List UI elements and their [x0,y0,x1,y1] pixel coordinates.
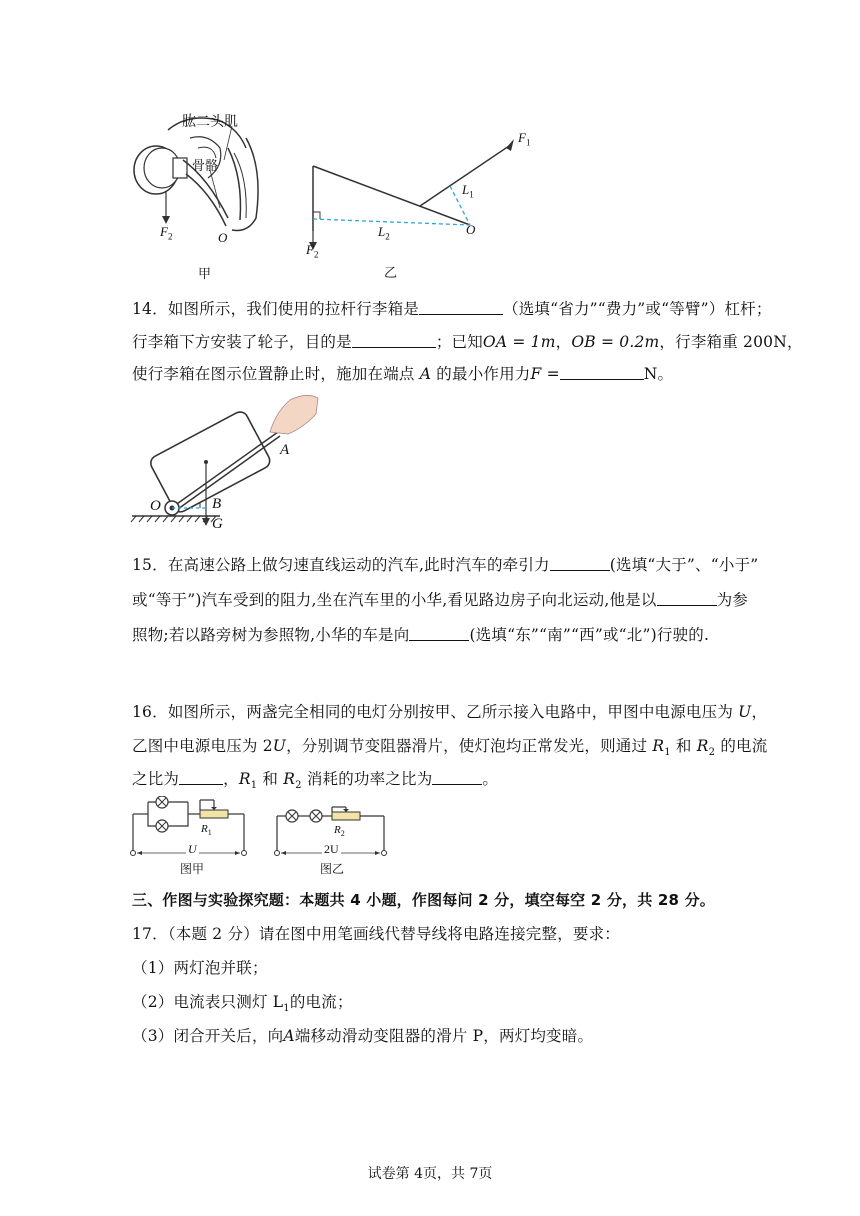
q14-line-3: 使行李箱在图示位置静止时，施加在端点 A 的最小作用力F = N。 [132,365,674,383]
point-b-label: B [212,496,222,512]
q16-line-1: 16．如图所示，两盏完全相同的电灯分别按甲、乙所示接入电路中，甲图中电源电压为 U， [132,703,768,721]
q14-blank-3[interactable] [560,365,644,380]
pivot-o-label: O [218,230,228,245]
l1-label: $L_1$ [462,182,474,200]
q17-item-3: （3）闭合开关后，向A端移动滑动变阻器的滑片 P，两灯均变暗。 [132,1027,594,1045]
q15-blank-1[interactable] [550,556,610,571]
q15-blank-3[interactable] [409,626,469,641]
circuit-a-r1-label: $R_1$ [201,823,212,838]
force-f2-label: $F_2$ [160,224,173,242]
f1-label: $F_1$ [518,130,531,148]
circuit-a-voltage: U [188,842,197,856]
point-g-label: G [212,516,223,532]
lever-figure [300,126,550,281]
q17-heading: 17．（本题 2 分）请在图中用笔画线代替导线将电路连接完整，要求： [132,925,620,943]
q17-item-1: （1）两灯泡并联； [132,959,268,977]
q15-blank-2[interactable] [657,591,717,606]
page-footer: 试卷第 4页，共 7页 [367,1166,493,1182]
circuit-b-voltage: 2U [324,842,339,856]
muscle-figure [128,108,298,282]
q17-item-2: （2）电流表只测灯 $L_1$的电流； [132,993,353,1015]
q16-blank-1[interactable] [179,770,223,785]
circuit-b-caption: 图乙 [320,862,345,876]
q14-line-1: 14．如图所示，我们使用的拉杆行李箱是 （选填“省力”“费力”或“等臂”）杠杆； [132,300,772,318]
caption-yi: 乙 [384,266,398,281]
q16-line-2: 乙图中电源电压为 2U，分别调节变阻器滑片，使灯泡均正常发光，则通过 $R_1$ 和 $R_2$ 的电流 [132,737,768,759]
pivot-o2-label: O [466,222,476,237]
q15-line-3: 照物;若以路旁树为参照物,小华的车是向 (选填“东”“南”“西”或“北”)行驶的. [132,626,710,644]
suitcase-figure [128,392,328,542]
q15-line-2: 或“等于”)汽车受到的阻力,坐在汽车里的小华,看见路边房子向北运动,他是以 为参 [132,591,748,609]
lever-drawing [300,126,550,261]
q14-line-2: 行李箱下方安装了轮子，目的是 ；已知OA = 1m，OB = 0.2m，行李箱重 200N， [132,333,803,351]
q14-blank-2[interactable] [352,333,436,348]
muscle-label: 肱二头肌 [182,114,238,130]
bone-label: 骨骼 [192,159,219,174]
f2-label: $F_2$ [306,242,319,260]
l2-label: $L_2$ [378,224,390,242]
suitcase-drawing [128,392,328,542]
circuit-a-figure [128,796,258,878]
caption-jia: 甲 [198,267,212,282]
q14-blank-1[interactable] [419,300,503,315]
point-o-label: O [150,498,161,514]
circuit-b-r2-label: $R_2$ [334,824,345,839]
point-a-label: A [280,442,290,458]
circuit-b-figure [272,806,402,878]
q15-line-1: 15．在高速公路上做匀速直线运动的汽车,此时汽车的牵引力 (选填“大于”、“小于” [132,556,759,574]
q16-line-3: 之比为 ，$R_1$ 和 $R_2$ 消耗的功率之比为 。 [132,770,499,792]
section-3-heading: 三、作图与实验探究题：本题共 4 小题，作图每问 2 分，填空每空 2 分，共 28 分。 [132,891,715,909]
q16-blank-2[interactable] [432,770,482,785]
circuit-a-caption: 图甲 [180,862,205,876]
